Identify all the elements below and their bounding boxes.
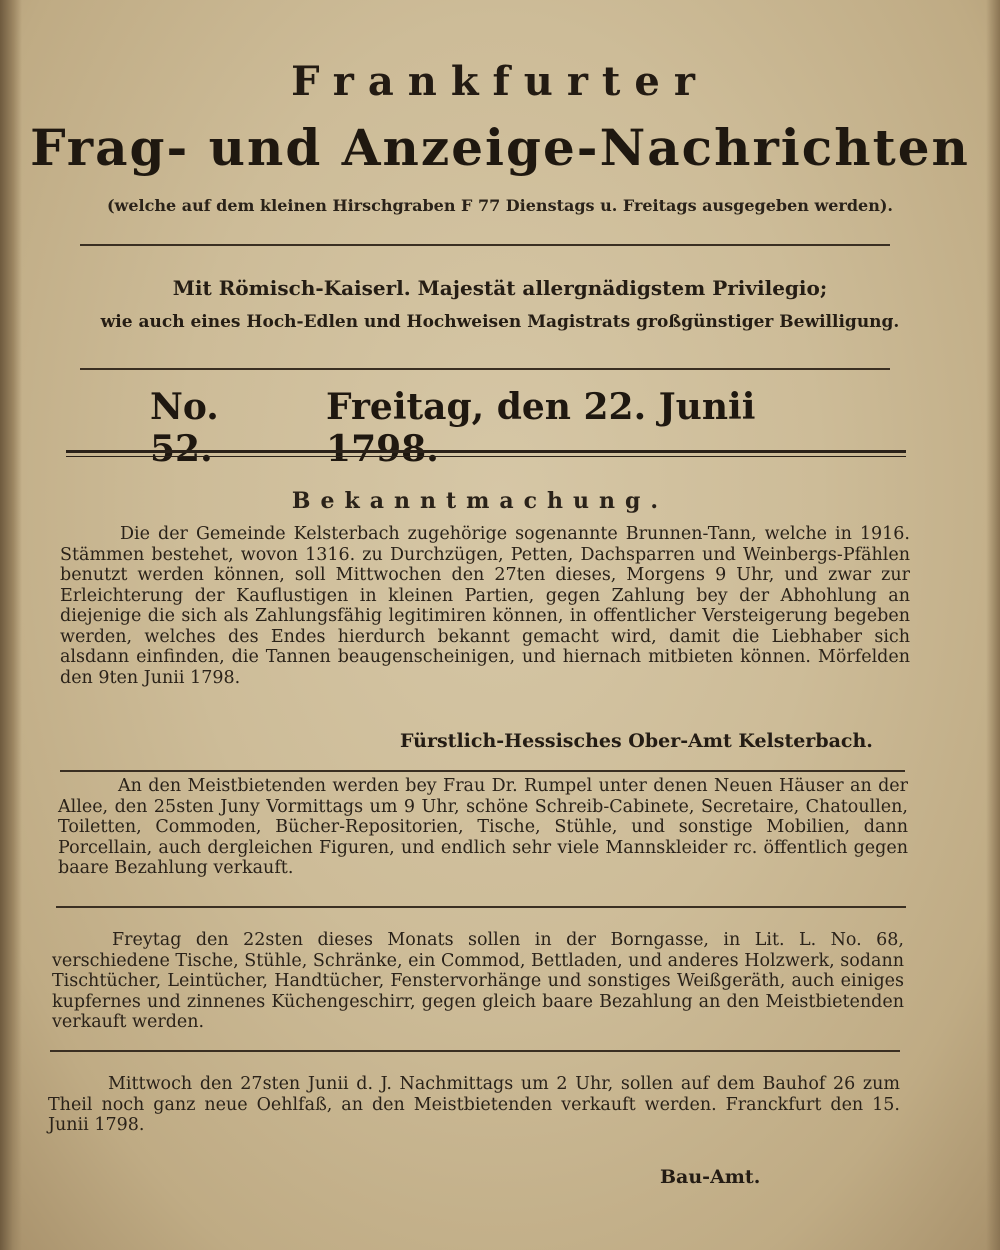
- issue-date: Freitag, den 22. Junii 1798.: [326, 386, 756, 470]
- privilege-line-1: Mit Römisch-Kaiserl. Majestät allergnädigstem Privilegio;: [172, 276, 828, 300]
- notice-1-signature: Fürstlich-Hessisches Ober-Amt Kelsterbach.: [400, 730, 873, 752]
- privilege-line-2: wie auch eines Hoch-Edlen und Hochweisen Magistrats großgünstiger Bewilligung.: [100, 312, 900, 332]
- rule-after-notice-1: [60, 770, 905, 772]
- notice-1-title: Bekanntmachung.: [291, 488, 669, 514]
- notice-4-signature: Bau-Amt.: [660, 1166, 761, 1188]
- rule-after-notice-2: [56, 906, 906, 908]
- rule-after-notice-3: [50, 1050, 900, 1052]
- rule-under-privilege: [80, 368, 890, 370]
- notice-4-text: [48, 1074, 900, 1136]
- notice-2-text: [58, 776, 908, 879]
- masthead-title: Frag- und Anzeige-Nachrichten: [30, 118, 970, 177]
- notice-1-body: Die der Gemeinde Kelsterbach zugehörige sogenannte Brunnen-Tann, welche in 1916. Stämmen bestehet, wovon 1316. zu Durchzügen, Petten, Dachsparren und Weinbergs-Pfählen benutzt werden können, soll Mittwochen den 27ten dieses, Morgens 9 Uhr, und zwar zur Erleichterung der Kauflustigen in kleinen Partien, gegen Zahlung bey der Abhohlung an diejenige die sich als Zahlungsfähig legitimiren können, in offentlicher Versteigerung begeben werden, welches des Endes hierdurch bekannt gemacht wird, damit die Liebhaber sich alsdann einfinden, die Tannen beaugenscheinigen, und hiernach mitbieten können. Mörfelden den 9ten Junii 1798.: [60, 524, 910, 688]
- notice-1-text: [60, 524, 910, 688]
- rule-under-masthead: [80, 244, 890, 246]
- page-edge-shadow: [986, 0, 1000, 1250]
- rule-under-issue: [66, 450, 906, 457]
- masthead-subtitle: (welche auf dem kleinen Hirschgraben F 77 Dienstags u. Freitags ausgegeben werden).: [106, 196, 893, 215]
- issue-line: [150, 386, 850, 470]
- page-binding-shadow: [0, 0, 22, 1250]
- issue-number: No. 52.: [150, 386, 219, 470]
- notice-3-body: Freytag den 22sten dieses Monats sollen in der Borngasse, in Lit. L. No. 68, verschiedene Tische, Stühle, Schränke, ein Commod, Bettladen, und anderes Holzwerk, sodann Tischtücher, Leintücher, Handtücher, Fenstervorhänge und sonstiges Weißgeräth, auch einiges kupfernes und zinnenes Küchengeschirr, gegen gleich baare Bezahlung an den Meistbietenden verkauft werden.: [52, 930, 904, 1032]
- notice-3-text: [52, 930, 904, 1033]
- notice-4-body: Mittwoch den 27sten Junii d. J. Nachmittags um 2 Uhr, sollen auf dem Bauhof 26 zum Theil noch ganz neue Oehlfaß, an den Meistbietenden verkauft werden. Franckfurt den 15. Junii 1798.: [48, 1074, 900, 1135]
- masthead-city: Frankfurter: [291, 58, 709, 105]
- notice-2-body: An den Meistbietenden werden bey Frau Dr. Rumpel unter denen Neuen Häuser an der Allee, den 25sten Juny Vormittags um 9 Uhr, schöne Schreib-Cabinete, Secretaire, Chatoullen, Toiletten, Commoden, Bücher-Repositorien, Tische, Stühle, und sonstige Mobilien, dann Porcellain, auch dergleichen Figuren, und endlich sehr viele Mannskleider rc. öffentlich gegen baare Bezahlung verkauft.: [58, 776, 908, 878]
